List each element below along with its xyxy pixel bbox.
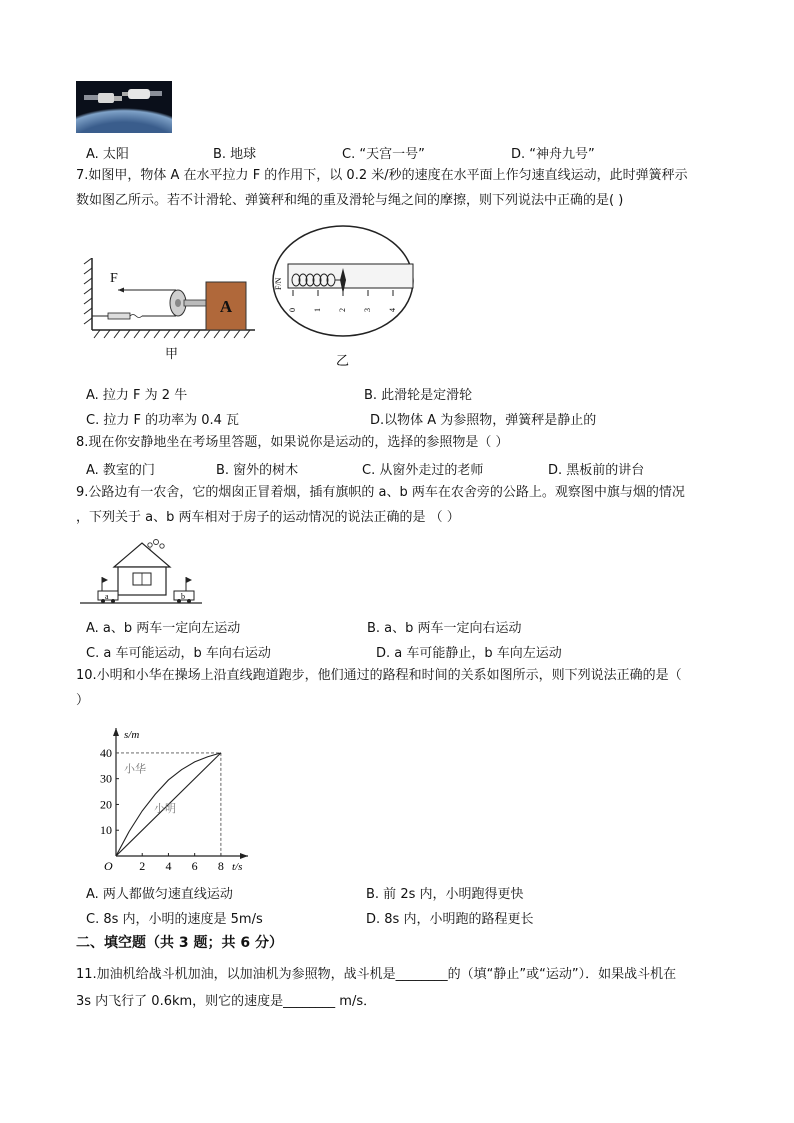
q9-option-b: B. a、b 两车一定向右运动 — [367, 621, 522, 636]
y-tick-label: 40 — [100, 745, 112, 760]
svg-text:甲: 甲 — [165, 346, 179, 361]
q6-option-a: A. 太阳 — [86, 147, 129, 162]
svg-text:A: A — [219, 297, 233, 316]
q9-option-a: A. a、b 两车一定向左运动 — [86, 621, 241, 636]
x-tick-label: 4 — [165, 859, 172, 872]
q6-option-c: C. “天宫一号” — [342, 147, 425, 162]
q9-stem-line1: 9.公路边有一农舍，它的烟囱正冒着烟，插有旗帜的 a、b 两车在农舍旁的公路上。观察图中旗与烟的情况 — [76, 485, 685, 500]
q8-option-c: C. 从窗外走过的老师 — [362, 463, 484, 478]
y-tick-label: 20 — [100, 797, 112, 812]
y-axis-arrow-icon — [113, 728, 119, 736]
q7-option-a: A. 拉力 F 为 2 牛 — [86, 388, 188, 403]
car-a — [98, 577, 118, 603]
svg-text:F/N: F/N — [274, 277, 283, 290]
svg-text:0: 0 — [288, 308, 297, 312]
origin-label: O — [104, 859, 113, 872]
q8-option-d: D. 黑板前的讲台 — [548, 463, 645, 478]
q8-option-a: A. 教室的门 — [86, 463, 155, 478]
q6-option-d: D. “神舟九号” — [511, 147, 595, 162]
y-tick-label: 30 — [100, 771, 112, 786]
q9-stem-line2: ，下列关于 a、b 两车相对于房子的运动情况的说法正确的是 （ ） — [76, 510, 460, 525]
smoke-icon — [148, 540, 164, 549]
pulley-figure-jia — [80, 258, 260, 368]
spring-scale — [108, 313, 130, 319]
distance-time-chart — [86, 724, 256, 872]
q9-option-d: D. a 车可能静止，b 车向左运动 — [376, 646, 562, 661]
svg-text:a: a — [105, 592, 109, 601]
q11-line2: 3s 内飞行了 0.6km，则它的速度是________ m/s． — [76, 994, 377, 1009]
svg-text:F: F — [110, 271, 118, 286]
q10-option-c: C. 8s 内，小明的速度是 5m/s — [86, 912, 263, 927]
q8-option-b: B. 窗外的树木 — [216, 463, 299, 478]
q10-option-a: A. 两人都做匀速直线运动 — [86, 887, 233, 902]
q10-option-d: D. 8s 内，小明跑的路程更长 — [366, 912, 534, 927]
series-label-xiaoming: 小明 — [154, 803, 176, 816]
q10-stem-line2: ） — [76, 693, 90, 708]
y-axis-label: s/m — [124, 729, 140, 741]
x-axis-arrow-icon — [240, 853, 248, 859]
svg-text:b: b — [181, 592, 185, 601]
q7-stem-line1: 7.如图甲，物体 A 在水平拉力 F 的作用下，以 0.2 米/秒的速度在水平面上作匀速直线运动，此时弹簧秤示 — [76, 168, 688, 183]
svg-text:3: 3 — [363, 308, 372, 312]
svg-text:2: 2 — [338, 308, 347, 312]
svg-text:4: 4 — [388, 308, 397, 312]
q6-option-b: B. 地球 — [213, 147, 257, 162]
q10-option-b: B. 前 2s 内，小明跑得更快 — [366, 887, 524, 902]
q7-option-c: C. 拉力 F 的功率为 0.4 瓦 — [86, 413, 240, 428]
q10-stem-line1: 10.小明和小华在操场上沿直线跑道跑步，他们通过的路程和时间的关系如图所示，则下列说法正确的是（ — [76, 668, 682, 683]
car-b — [174, 577, 194, 603]
x-tick-label: 6 — [191, 859, 198, 872]
series-label-xiaohua: 小华 — [124, 763, 146, 776]
q7-option-b: B. 此滑轮是定滑轮 — [364, 388, 473, 403]
q7-stem-line2: 数如图乙所示。若不计滑轮、弹簧秤和绳的重及滑轮与绳之间的摩擦，则下列说法中正确的是( ) — [76, 193, 624, 208]
x-tick-label: 2 — [139, 859, 146, 872]
svg-text:乙: 乙 — [336, 353, 350, 368]
q11-line1: 11.加油机给战斗机加油，以加油机为参照物，战斗机是________的（填“静止”或“运动”）．如果战斗机在 — [76, 967, 677, 982]
house-cars-figure — [78, 533, 206, 609]
q9-option-c: C. a 车可能运动，b 车向右运动 — [86, 646, 271, 661]
section-title: 二、填空题（共 3 题；共 6 分） — [76, 935, 283, 951]
y-tick-label: 10 — [100, 823, 112, 838]
x-axis-label: t/s — [232, 861, 243, 872]
svg-text:1: 1 — [313, 308, 322, 312]
q7-option-d: D.以物体 A 为参照物，弹簧秤是静止的 — [370, 413, 597, 428]
q8-stem: 8.现在你安静地坐在考场里答题，如果说你是运动的，选择的参照物是（ ） — [76, 435, 509, 450]
x-tick-label: 8 — [217, 859, 224, 872]
space-station-photo — [76, 81, 172, 133]
spring-scale-figure-yi — [268, 224, 418, 374]
force-arrow-icon — [118, 288, 124, 293]
